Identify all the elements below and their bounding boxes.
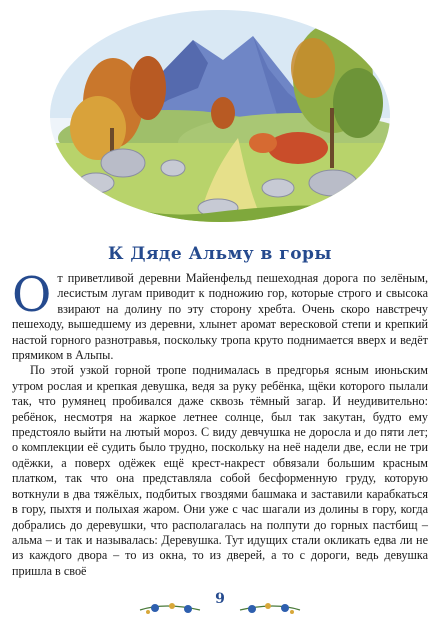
mountain-landscape-illustration xyxy=(48,8,393,223)
chapter-title: К Дяде Альму в горы xyxy=(108,244,332,264)
drop-cap: О xyxy=(12,267,52,323)
paragraph-2: По этой узкой горной тропе поднималась в предгорья ясным июньским утром рослая и крепкая девушка, ведя за руку ребёнка, щёки которого пылали так, что румянец пробивался даже сквозь тёмный загар. И неудивительно: ребёнок, несмотря на жаркое летнее солнце, был так закутан, будто ему предстояло выйти на лютый мороз. С виду девчушка не доросла и до пяти лет; о комплекции её судить было трудно, поскольку на неё надели две, если не три одёжки, а поверх одёжек ещё крест-накрест обвязали большим красным платком, так что она представляла собой бесформенную груду, которую воткнули в два тяжёлых, подбитых гвоздями башмака и заставили карабкаться в гору, пыхтя и полыхая жаром. Они уже с час шагали из долины в гору, когда добрались до деревушки, что располагалась на полпути до горных пастбищ – альма – и так и называлась: Деревушка. Тут идущих стали окликать едва ли не из каждого двора – то из окна, то из дверей, а то с дороги, ведь девушка пришла в своё xyxy=(12,363,428,578)
page-number: 9 xyxy=(215,591,225,607)
paragraph-1-text: т приветливой деревни Майенфельд пешеходная дорога по зелёным, лесистым лугам приводит к подножию гор, которые строго и свысока взирают на долину по эту сторону хребта. Очень скоро навстречу пешеходу, вышедшему из деревни, хлынет аромат вересковой степи и крепкий настой горного разнотравья, поскольку тропа круто поднимается вверх и ведёт прямиком в Альпы. xyxy=(12,271,428,363)
paragraph-1 xyxy=(12,267,428,363)
body-text xyxy=(12,267,428,579)
